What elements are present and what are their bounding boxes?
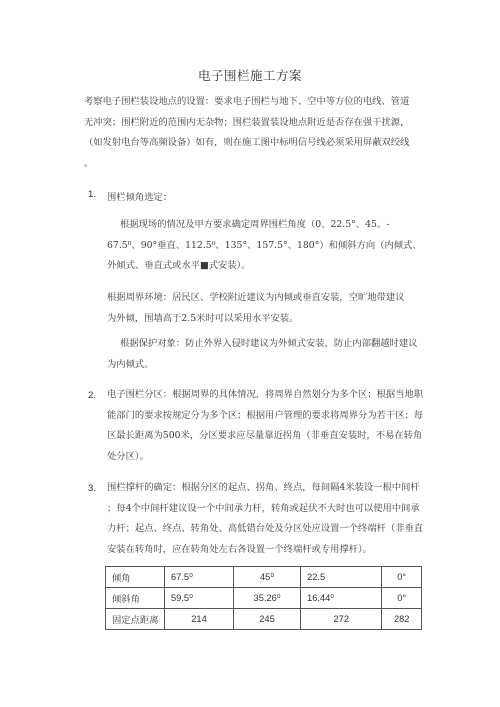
paragraph-line: 电子围栏分区：根据周界的具体情况，将周界自然划分为多个区；根据当地职 <box>107 389 424 400</box>
paragraph-line: 区最长距离为500米，分区要求应尽量靠近拐角（非垂直安装时，不易在转角 <box>107 430 423 441</box>
table-row <box>106 609 422 630</box>
intro-line: 。 <box>84 157 94 169</box>
table-cell: 35.26⁰ <box>234 588 301 609</box>
paragraph-line: ；每4个中间杆建议设一个中间承力杆，转角或起伏不大时也可以使用中间承 <box>107 502 420 514</box>
intro-line: 无冲突；围栏附近的范围内无杂物；围栏装置装设地点附近是否存在强干扰源， <box>84 116 410 128</box>
table-cell: 67.5⁰ <box>165 567 234 588</box>
section-2-paragraph <box>107 385 423 467</box>
paragraph-line: 处分区）。 <box>107 450 149 462</box>
paragraph-line: 安装在转角时，应在转角处左右各设置一个终端杆或专用撑杆）。 <box>107 543 372 555</box>
paragraph-line: 力杆；起点、终点、转角处、高低错台处及分区处应设置一个终端杆（非垂直 <box>107 523 424 534</box>
intro-paragraph <box>84 92 409 174</box>
table-cell: 59.5⁰ <box>165 588 234 609</box>
section-3-paragraph <box>107 478 423 560</box>
intro-line: （如发射电台等高频设备）如有，则在施工图中标明信号线必须采用屏蔽双绞线 <box>84 137 410 148</box>
paragraph-line: 根据现场的情况及甲方要求确定周界围栏角度（0、22.5°、45。- <box>120 219 390 230</box>
paragraph-line: 能部门的要求按规定分为多个区；根据用户管理的要求将周界分为若干区；每 <box>107 409 424 421</box>
table-cell: 0° <box>382 588 422 609</box>
section-2-number: 2. <box>88 390 97 401</box>
section-1-paragraph <box>107 288 405 329</box>
table-cell: 16.44⁰ <box>301 588 382 609</box>
paragraph-line: 根据周界环境：居民区、学校附近建议为内倾或垂直安装，空旷地带建议 <box>107 292 405 303</box>
table-cell: 22.5 <box>301 567 382 588</box>
section-3-number: 3. <box>88 483 97 494</box>
document-title: 电子围栏施工方案 <box>197 68 302 83</box>
table-cell: 282 <box>382 609 422 630</box>
intro-line: 考察电子围栏装设地点的设置：要求电子围栏与地下、空中等方位的电线、管道 <box>84 96 410 107</box>
paragraph-line: 围栏撑杆的确定：根据分区的起点、拐角、终点，每间隔4米装设一根中间杆 <box>107 482 420 493</box>
section-1-heading: 围栏倾角选定： <box>107 192 173 203</box>
paragraph-line: 外倾式、垂直式或水平■式安装）。 <box>107 260 251 271</box>
section-1-number: 1. <box>88 189 97 200</box>
paragraph-line: 根据保护对象：防止外界入侵时建议为外倾式安装，防止内部翻越时建议 <box>120 338 418 349</box>
paragraph-line: 为外倾，围墙高于2.5米时可以采用水平安装。 <box>107 312 299 324</box>
fence-angle-table <box>105 566 422 630</box>
table-row-label: 固定点距离 <box>106 609 165 630</box>
table-row-label: 倾斜角 <box>106 588 165 609</box>
section-1-paragraph <box>107 215 422 277</box>
paragraph-line: 为内倾式。 <box>107 358 154 370</box>
paragraph-line: 67.5⁰、90°垂直、112.5⁰、135°、157.5°、180°）和倾斜方向（内倾式、 <box>107 239 422 251</box>
section-1-paragraph <box>107 334 418 375</box>
table-cell: 45⁰ <box>234 567 301 588</box>
table-row <box>106 567 422 588</box>
table-cell: 214 <box>165 609 234 630</box>
table-cell: 272 <box>301 609 382 630</box>
table-row-label: 倾角 <box>106 567 165 588</box>
table-cell: 245 <box>234 609 301 630</box>
table-row <box>106 588 422 609</box>
table-cell: 0° <box>382 567 422 588</box>
